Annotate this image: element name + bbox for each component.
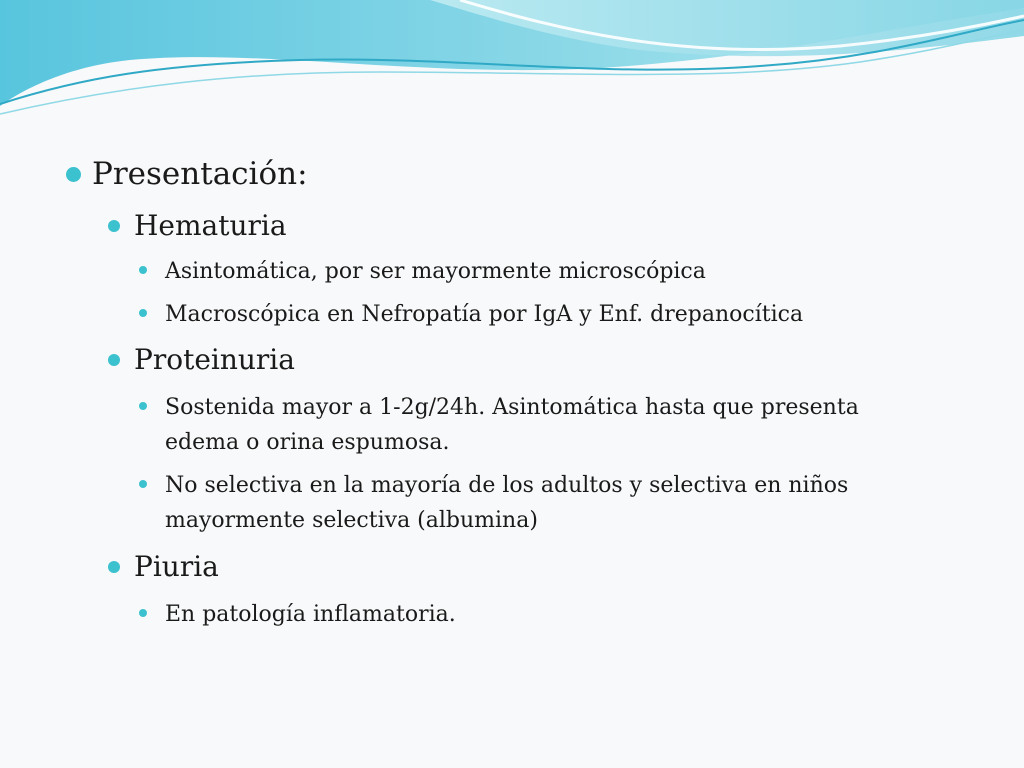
point-text-line: edema o orina espumosa.: [165, 430, 450, 455]
point-text-line: mayormente selectiva (albumina): [165, 508, 538, 533]
bullet-dot-icon: [139, 480, 147, 488]
heading-text: Presentación:: [92, 156, 308, 192]
point-text: Asintomática, por ser mayormente microscópica: [165, 259, 706, 284]
point-text-line: No selectiva en la mayoría de los adultos y selectiva en niños: [165, 473, 849, 498]
point-text-line: Sostenida mayor a 1-2g/24h. Asintomática hasta que presenta: [165, 395, 859, 420]
point-text: Macroscópica en Nefropatía por IgA y Enf. drepanocítica: [165, 302, 804, 327]
bullet-dot-icon: [66, 167, 81, 182]
section-title: Proteinuria: [134, 343, 295, 376]
bullet-dot-icon: [108, 220, 120, 232]
section-title: Piuria: [134, 550, 219, 583]
section-title: Hematuria: [134, 209, 287, 242]
point-text: En patología inflamatoria.: [165, 602, 456, 627]
bullet-dot-icon: [139, 266, 147, 274]
bullet-dot-icon: [108, 354, 120, 366]
bullet-dot-icon: [139, 609, 147, 617]
bullet-dot-icon: [139, 402, 147, 410]
bullet-dot-icon: [139, 309, 147, 317]
bullet-dot-icon: [108, 561, 120, 573]
